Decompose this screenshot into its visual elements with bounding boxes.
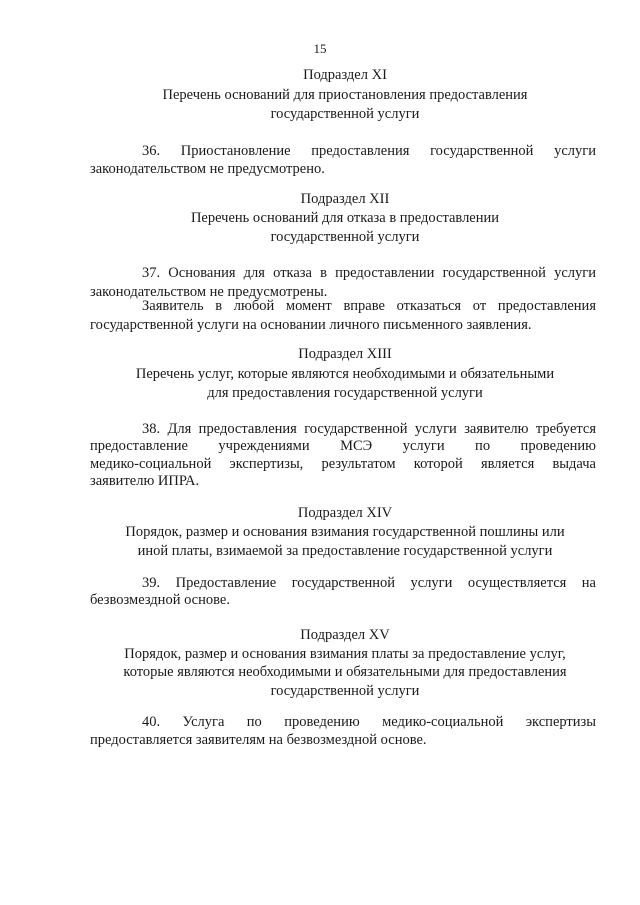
paragraph-line: 37. Основания для отказа в предоставлении государственной услуги: [142, 265, 596, 281]
section-heading: Подраздел XI: [303, 67, 387, 83]
section-title-line: государственной услуги: [270, 683, 420, 699]
paragraph-line: законодательством не предусмотрены.: [90, 284, 328, 300]
paragraph-line: законодательством не предусмотрено.: [90, 161, 325, 177]
section-title-line: Перечень услуг, которые являются необходимыми и обязательными: [135, 366, 555, 382]
paragraph-line: 39. Предоставление государственной услуги осуществляется на: [142, 575, 596, 591]
paragraph-line: предоставляется заявителям на безвозмездной основе.: [90, 732, 427, 748]
section-heading: Подраздел XII: [300, 191, 390, 207]
section-title-line: иной платы, взимаемой за предоставление государственной услуги: [137, 543, 553, 559]
section-heading: Подраздел XIV: [297, 505, 393, 521]
section-title-line: Перечень оснований для приостановления предоставления: [162, 87, 528, 103]
page-number: 15: [313, 41, 327, 56]
paragraph-line: 38. Для предоставления государственной услуги заявителю требуется: [142, 421, 596, 437]
section-heading: Подраздел XIII: [298, 346, 392, 362]
paragraph-line: заявителю ИПРА.: [90, 473, 200, 489]
section-title-line: Перечень оснований для отказа в предоставлении: [190, 210, 500, 226]
section-title-line: государственной услуги: [270, 106, 420, 122]
paragraph-line: Заявитель в любой момент вправе отказаться от предоставления: [142, 298, 596, 314]
paragraph-line: безвозмездной основе.: [90, 592, 230, 608]
section-title-line: для предоставления государственной услуги: [207, 385, 483, 401]
paragraph-line: медико-социальной экспертизы, результатом которой является выдача: [90, 456, 596, 472]
paragraph-line: 36. Приостановление предоставления государственной услуги: [142, 143, 596, 159]
section-title-line: которые являются необходимыми и обязательными для предоставления: [123, 664, 567, 680]
section-heading: Подраздел XV: [300, 627, 390, 643]
section-title-line: Порядок, размер и основания взимания государственной пошлины или: [125, 524, 565, 540]
section-title-line: государственной услуги: [270, 229, 420, 245]
paragraph-line: 40. Услуга по проведению медико-социальной экспертизы: [142, 714, 596, 730]
section-title-line: Порядок, размер и основания взимания платы за предоставление услуг,: [124, 646, 566, 662]
paragraph-line: государственной услуги на основании личного письменного заявления.: [90, 317, 532, 333]
paragraph-line: предоставление учреждениями МСЭ услуги по проведению: [90, 438, 596, 454]
